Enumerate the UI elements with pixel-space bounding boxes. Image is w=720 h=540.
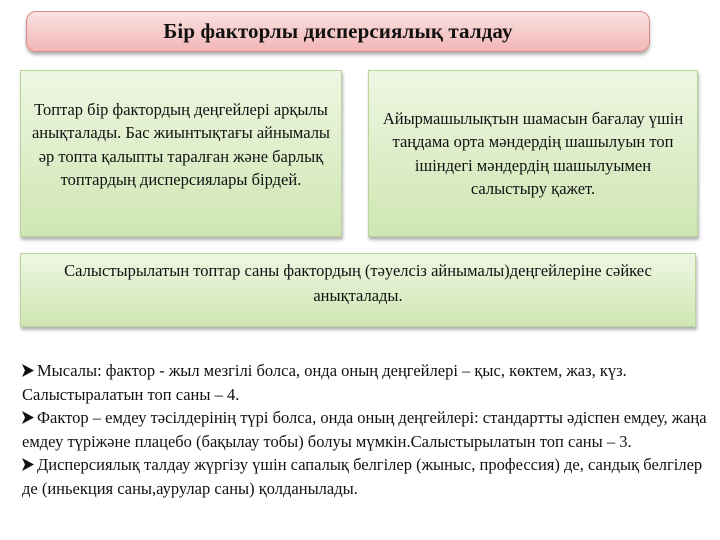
groups-definition-box bbox=[20, 70, 342, 237]
group-count-box bbox=[20, 253, 696, 327]
arrow-bullet-icon bbox=[22, 364, 34, 377]
bullet-text: Мысалы: фактор - жыл мезгілі болса, онда оның деңгейлері – қыс, көктем, жаз, күз. Салыстыралатын топ саны – 4. bbox=[22, 361, 627, 404]
groups-definition-text: Топтар бір фактордың деңгейлері арқылы анықталады. Бас жиынтықтағы айнымалы әр топта қалыпты таралған және барлық топтардың дисперсиялары бірдей. bbox=[31, 99, 331, 189]
arrow-bullet-icon bbox=[22, 458, 34, 471]
difference-estimation-box bbox=[368, 70, 698, 237]
bullet-item bbox=[22, 453, 707, 500]
bullet-list bbox=[22, 359, 707, 500]
arrow-bullet-icon bbox=[22, 411, 34, 424]
page-title: Бір факторлы дисперсиялық талдау bbox=[163, 19, 513, 43]
bullet-item bbox=[22, 359, 707, 406]
bullet-text: Фактор – емдеу тәсілдерінің түрі болса, онда оның деңгейлері: стандартты әдіспен емдеу, жаңа емдеу түріжәне плацебо (бақылау тобы) болуы мүмкін.Салыстырылатын топ саны – 3. bbox=[22, 408, 707, 451]
bullet-item bbox=[22, 406, 707, 453]
difference-estimation-text: Айырмашылықтын шамасын бағалау үшін таңдама орта мәндердің шашылуын топ ішіндегі мәндердің шашылуымен салыстыру қажет. bbox=[382, 108, 684, 198]
title-banner bbox=[26, 11, 650, 52]
bullet-text: Дисперсиялық талдау жүргізу үшін сапалық белгілер (жыныс, профессия) де, сандық белгілер де (иньекция саны,аурулар саны) қолданылады. bbox=[22, 455, 703, 498]
group-count-text: Салыстырылатын топтар саны фактордың (тәуелсіз айнымалы)деңгейлеріне сәйкес анықталады. bbox=[64, 261, 652, 305]
